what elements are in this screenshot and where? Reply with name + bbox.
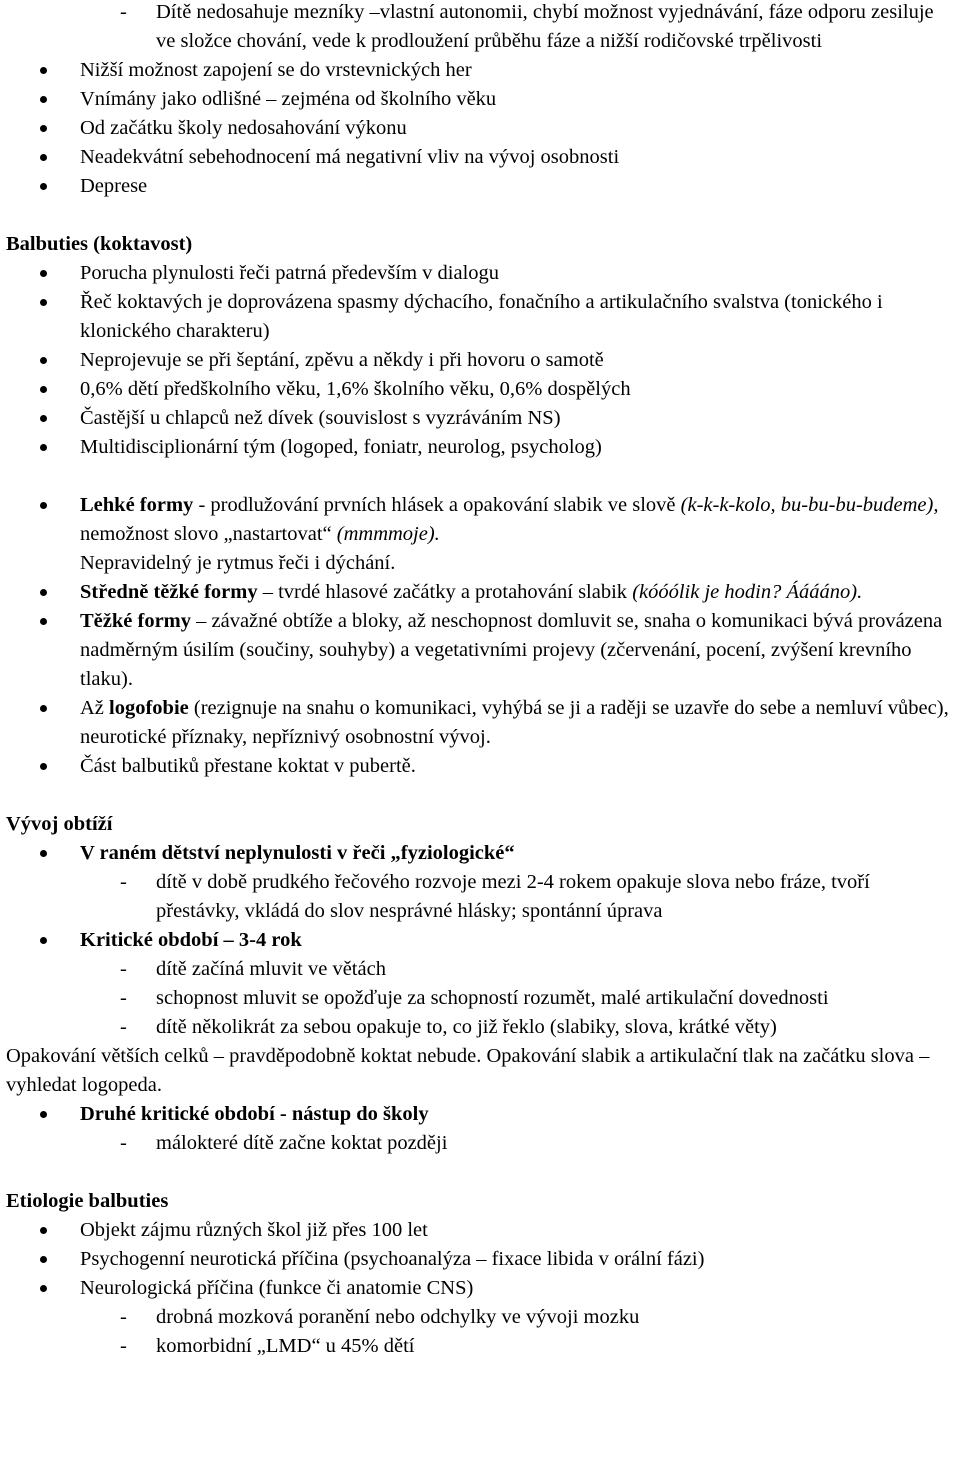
- heading-text: Balbuties (koktavost): [6, 233, 193, 255]
- list-item: Část balbutiků přestane koktat v pubertě.: [0, 752, 960, 781]
- list-item: Deprese: [0, 172, 960, 201]
- list-item: Neadekvátní sebehodnocení má negativní vliv na vývoj osobnosti: [0, 143, 960, 172]
- list-item: Porucha plynulosti řeči patrná především v dialogu: [0, 259, 960, 288]
- list-item-label: Druhé kritické období - nástup do školy: [80, 1103, 429, 1125]
- list-item: Nižší možnost zapojení se do vrstevnických her: [0, 56, 960, 85]
- medium-forms-example: (kóóólik je hodin? Ááááno).: [632, 581, 863, 603]
- heading-text: Etiologie balbuties: [6, 1190, 169, 1212]
- severe-forms-label: Těžké formy: [80, 610, 191, 632]
- list-item-severe-forms: [0, 607, 960, 694]
- list-item-dash: - schopnost mluvit se opožďuje za schopností rozumět, malé artikulační dovednosti: [0, 984, 960, 1013]
- spacer: [0, 201, 960, 230]
- list-item-label: Kritické období – 3-4 rok: [80, 929, 302, 951]
- list-item-logophobia: [0, 694, 960, 752]
- list-item: Psychogenní neurotická příčina (psychoanalýza – fixace libida v orální fázi): [0, 1245, 960, 1274]
- paragraph-note: Opakování větších celků – pravděpodobně koktat nebude. Opakování slabik a artikulační tlak na začátku slova – vyhledat logopeda.: [6, 1045, 930, 1096]
- list-item-dash: - dítě několikrát za sebou opakuje to, co již řeklo (slabiky, slova, krátké věty): [0, 1013, 960, 1042]
- list-item: 0,6% dětí předškolního věku, 1,6% školního věku, 0,6% dospělých: [0, 375, 960, 404]
- list-item: [0, 926, 960, 955]
- spacer: [0, 462, 960, 491]
- severe-forms-text: – závažné obtíže a bloky, až neschopnost domluvit se, snaha o komunikaci bývá provázena nadměrným úsilím (součiny, souhyby) a vegetativními projevy (zčervenání, pocení, zvýšení krevního tlaku).: [80, 610, 943, 690]
- light-forms-text-3: Nepravidelný je rytmus řeči i dýchání.: [80, 552, 396, 574]
- spacer: [0, 1158, 960, 1180]
- list-item-dash: - málokteré dítě začne koktat později: [0, 1129, 960, 1158]
- list-item-label: V raném dětství neplynulosti v řeči „fyziologické“: [80, 842, 515, 864]
- light-forms-text: - prodlužování prvních hlásek a opakování slabik ve slově: [193, 494, 681, 516]
- medium-forms-label: Středně těžké formy: [80, 581, 258, 603]
- list-item: Častější u chlapců než dívek (souvislost s vyzráváním NS): [0, 404, 960, 433]
- list-item: Neprojevuje se při šeptání, zpěvu a někdy i při hovoru o samotě: [0, 346, 960, 375]
- section-heading-balbuties: [6, 230, 960, 259]
- list-item-dash: - drobná mozková poranění nebo odchylky ve vývoji mozku: [0, 1303, 960, 1332]
- list-item: Objekt zájmu různých škol již přes 100 let: [0, 1216, 960, 1245]
- list-item-dash: - Dítě nedosahuje mezníky –vlastní autonomii, chybí možnost vyjednávání, fáze odporu zesiluje ve složce chování, vede k prodloužení průběhu fáze a nižší rodičovské trpělivosti: [0, 0, 960, 56]
- logophobia-prefix: Až: [80, 697, 110, 719]
- list-item-medium-forms: [0, 578, 960, 607]
- light-forms-example: (k-k-k-kolo, bu-bu-bu-budeme),: [680, 494, 939, 516]
- logophobia-text: (rezignuje na snahu o komunikaci, vyhýbá se ji a raději se uzavře do sebe a nemluví vůbec), neurotické příznaky, nepříznivý osobnostní vývoj.: [80, 697, 949, 748]
- light-forms-example-2: (mmmmoje).: [336, 523, 440, 545]
- section-heading-development: [6, 810, 960, 839]
- list-item: Neurologická příčina (funkce či anatomie CNS): [0, 1274, 960, 1303]
- light-forms-text-2: nemožnost slovo „nastartovat“: [80, 523, 337, 545]
- list-item-dash: - dítě v době prudkého řečového rozvoje mezi 2-4 rokem opakuje slova nebo fráze, tvoří přestávky, vkládá do slov nesprávné hlásky; spontánní úprava: [0, 868, 960, 926]
- logophobia-label: logofobie: [109, 697, 189, 719]
- list-item: [0, 839, 960, 868]
- list-item: Vnímány jako odlišné – zejména od školního věku: [0, 85, 960, 114]
- list-item: Od začátku školy nedosahování výkonu: [0, 114, 960, 143]
- list-item: Multidisciplionární tým (logoped, foniatr, neurolog, psycholog): [0, 433, 960, 462]
- heading-text: Vývoj obtíží: [6, 813, 113, 835]
- list-item-light-forms: [0, 491, 960, 578]
- list-item: Řeč koktavých je doprovázena spasmy dýchacího, fonačního a artikulačního svalstva (tonického i klonického charakteru): [0, 288, 960, 346]
- list-item-dash: - dítě začíná mluvit ve větách: [0, 955, 960, 984]
- list-item-dash: - komorbidní „LMD“ u 45% dětí: [0, 1332, 960, 1361]
- list-item: [0, 1100, 960, 1129]
- light-forms-label: Lehké formy: [80, 494, 194, 516]
- spacer: [0, 781, 960, 810]
- medium-forms-text: – tvrdé hlasové začátky a protahování slabik: [257, 581, 633, 603]
- section-heading-etiology: [6, 1187, 960, 1216]
